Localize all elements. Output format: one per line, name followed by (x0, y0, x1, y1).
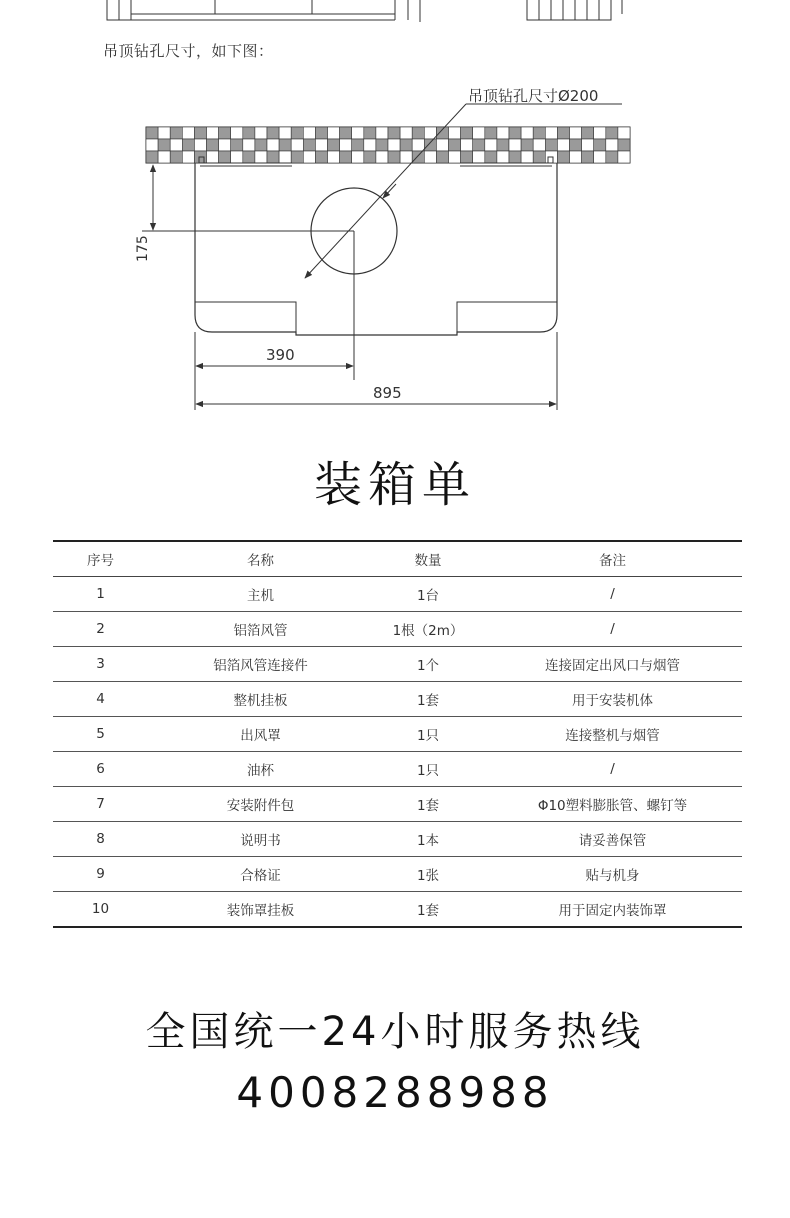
item-quantity: 1只 (373, 752, 483, 787)
row-index: 10 (53, 892, 148, 928)
column-header-quantity: 数量 (373, 541, 483, 577)
dim-vertical-label: 175 (135, 235, 151, 262)
item-quantity: 1套 (373, 787, 483, 822)
drill-hole-caption: 吊顶钻孔尺寸，如下图： (103, 42, 274, 60)
table-row (53, 717, 742, 752)
hood-outline (195, 163, 557, 335)
ceiling-drill-diagram (0, 70, 790, 420)
row-index: 7 (53, 787, 148, 822)
column-header-name: 名称 (148, 541, 373, 577)
item-remark: 用于固定内装饰罩 (483, 892, 742, 928)
item-remark: 连接固定出风口与烟管 (483, 647, 742, 682)
table-row (53, 857, 742, 892)
row-index: 3 (53, 647, 148, 682)
row-index: 9 (53, 857, 148, 892)
row-index: 6 (53, 752, 148, 787)
item-quantity: 1只 (373, 717, 483, 752)
packing-list-title: 装箱单 (313, 457, 476, 513)
dim-offset-label: 390 (266, 346, 295, 364)
item-name: 说明书 (148, 822, 373, 857)
item-remark: 请妥善保管 (483, 822, 742, 857)
item-remark: / (483, 752, 742, 787)
item-name: 油杯 (148, 752, 373, 787)
table-row (53, 647, 742, 682)
previous-diagram-fragment (0, 0, 790, 30)
item-name: 合格证 (148, 857, 373, 892)
table-row (53, 892, 742, 928)
row-index: 2 (53, 612, 148, 647)
item-remark: 连接整机与烟管 (483, 717, 742, 752)
item-remark: Φ10塑料膨胀管、螺钉等 (483, 787, 742, 822)
column-header-remark: 备注 (483, 541, 742, 577)
table-row (53, 787, 742, 822)
item-quantity: 1套 (373, 892, 483, 928)
column-header-index: 序号 (53, 541, 148, 577)
item-name: 整机挂板 (148, 682, 373, 717)
table-row (53, 682, 742, 717)
table-header-row (53, 541, 742, 577)
table-row (53, 612, 742, 647)
item-name: 主机 (148, 577, 373, 612)
item-quantity: 1张 (373, 857, 483, 892)
ceiling-panel (146, 127, 630, 163)
item-remark: 用于安装机体 (483, 682, 742, 717)
item-remark: 贴与机身 (483, 857, 742, 892)
service-hotline-number: 4008288988 (236, 1068, 554, 1117)
service-hotline-title: 全国统一24小时服务热线 (145, 1009, 645, 1055)
hood-lower-outline (195, 302, 557, 335)
row-index: 1 (53, 577, 148, 612)
item-quantity: 1本 (373, 822, 483, 857)
item-quantity: 1套 (373, 682, 483, 717)
item-name: 装饰罩挂板 (148, 892, 373, 928)
item-quantity: 1根（2m） (373, 612, 483, 647)
dim-width-label: 895 (373, 384, 402, 402)
table-row (53, 577, 742, 612)
table-row (53, 822, 742, 857)
item-remark: / (483, 612, 742, 647)
item-remark: / (483, 577, 742, 612)
table-row (53, 752, 742, 787)
packing-list-table (53, 540, 742, 928)
item-name: 出风罩 (148, 717, 373, 752)
item-name: 铝箔风管 (148, 612, 373, 647)
item-name: 安装附件包 (148, 787, 373, 822)
hole-size-label: 吊顶钻孔尺寸Ø200 (468, 87, 599, 105)
item-name: 铝箔风管连接件 (148, 647, 373, 682)
row-index: 5 (53, 717, 148, 752)
row-index: 4 (53, 682, 148, 717)
item-quantity: 1个 (373, 647, 483, 682)
item-quantity: 1台 (373, 577, 483, 612)
row-index: 8 (53, 822, 148, 857)
